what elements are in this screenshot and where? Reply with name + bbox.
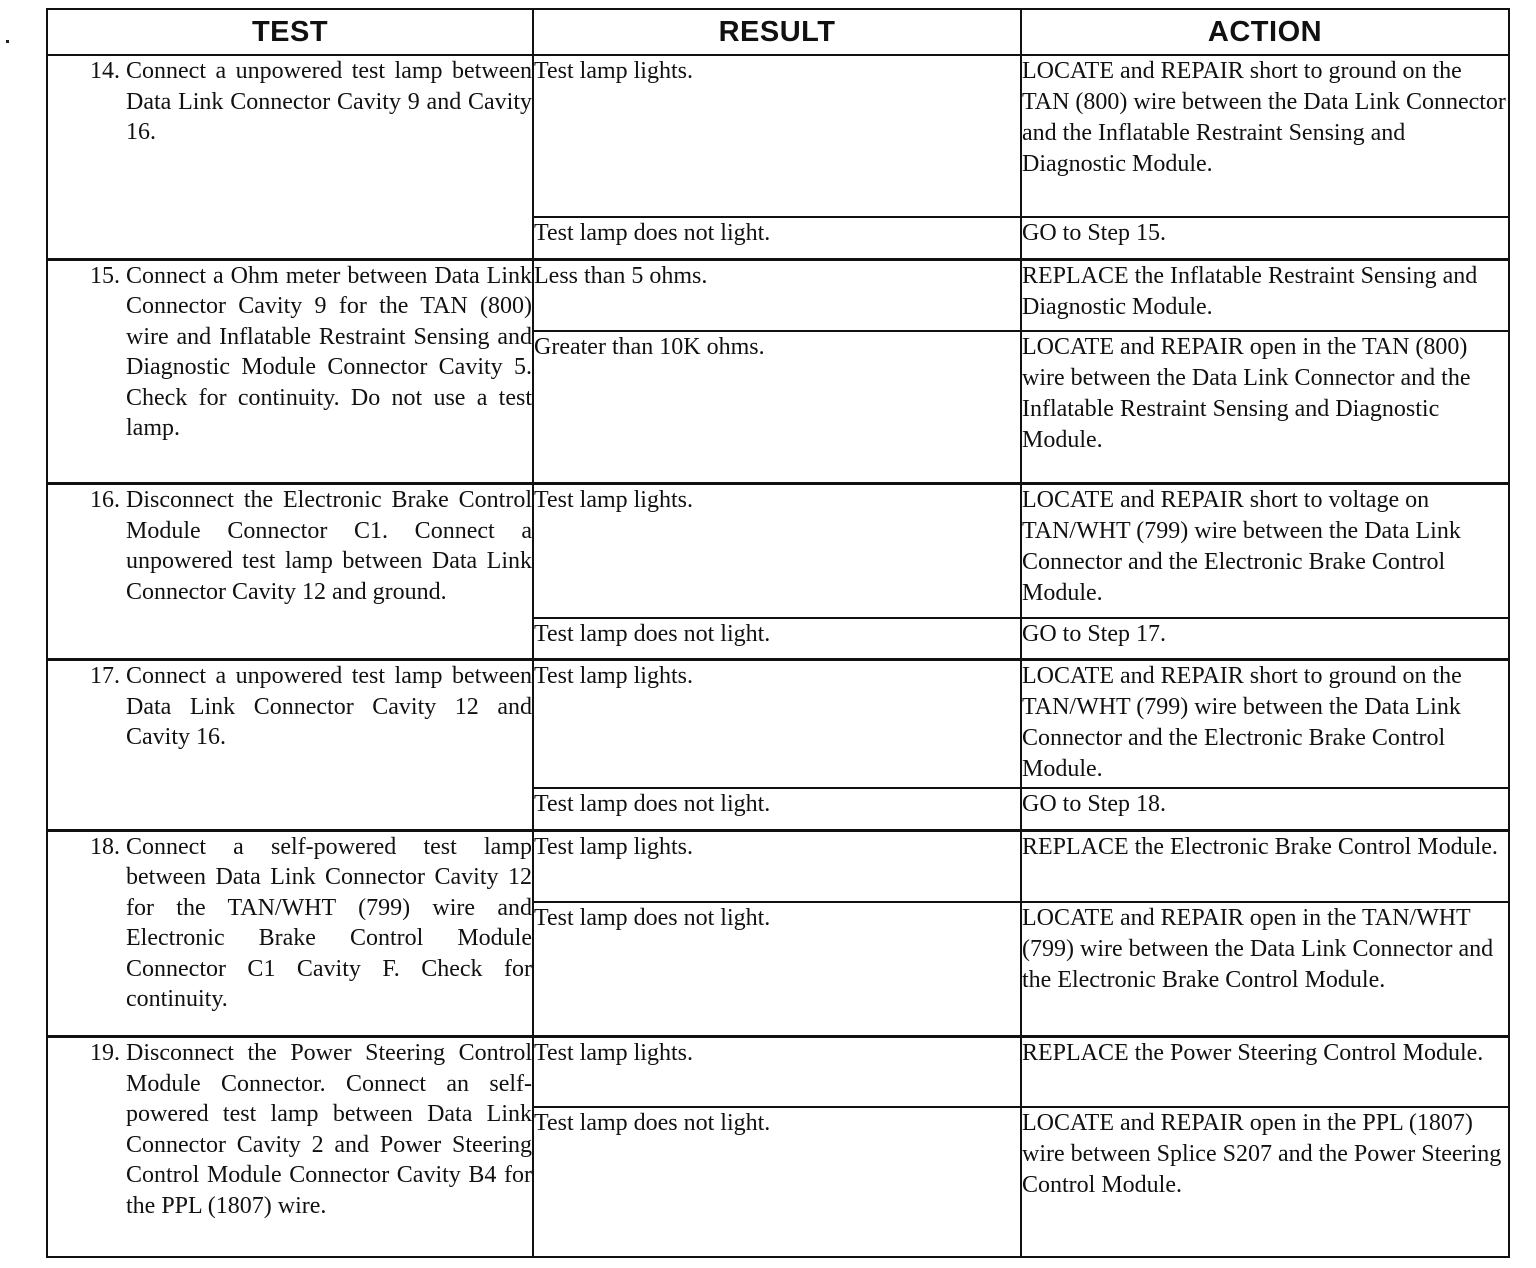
result-cell: Test lamp lights.	[533, 660, 1021, 788]
action-cell: REPLACE the Electronic Brake Control Module.	[1021, 830, 1509, 902]
action-cell: LOCATE and REPAIR open in the TAN/WHT (799) wire between the Data Link Connector and the Electronic Brake Control Module.	[1021, 902, 1509, 1036]
result-cell: Test lamp does not light.	[533, 217, 1021, 259]
action-cell: GO to Step 15.	[1021, 217, 1509, 259]
column-header-action: ACTION	[1021, 9, 1509, 55]
table-row	[47, 830, 1509, 902]
test-text: Connect a unpowered test lamp between Data Link Connector Cavity 9 and Cavity 16.	[126, 58, 532, 146]
step-number: 17.	[90, 663, 120, 690]
step-number: 16.	[90, 487, 120, 514]
header-row	[47, 9, 1509, 55]
result-cell: Test lamp does not light.	[533, 1107, 1021, 1257]
test-text: Connect a self-powered test lamp between Data Link Connector Cavity 12 for the TAN/WHT (799) wire and Electronic Brake Control Module Connector C1 Cavity F. Check for continuity.	[126, 833, 532, 1013]
column-header-test: TEST	[47, 9, 533, 55]
action-cell: REPLACE the Inflatable Restraint Sensing and Diagnostic Module.	[1021, 259, 1509, 331]
table-row	[47, 259, 1509, 331]
step-number: 14.	[90, 58, 120, 85]
diagnostic-table	[46, 8, 1510, 1258]
action-cell: LOCATE and REPAIR open in the TAN (800) wire between the Data Link Connector and the Inflatable Restraint Sensing and Diagnostic Module.	[1021, 331, 1509, 483]
result-cell: Test lamp lights.	[533, 830, 1021, 902]
test-cell-step-15	[47, 259, 533, 483]
action-cell: LOCATE and REPAIR open in the PPL (1807) wire between Splice S207 and the Power Steering Control Module.	[1021, 1107, 1509, 1257]
step-number: 19.	[90, 1040, 120, 1067]
result-cell: Test lamp lights.	[533, 484, 1021, 618]
test-text: Connect a Ohm meter between Data Link Connector Cavity 9 for the TAN (800) wire and Inflatable Restraint Sensing and Diagnostic Module Connector Cavity 5. Check for continuity. Do not use a test lamp.	[126, 262, 532, 442]
test-text: Disconnect the Power Steering Control Module Connector. Connect an self-powered test lamp between Data Link Connector Cavity 2 and Power Steering Control Module Connector Cavity B4 for the PPL (1807) wire.	[126, 1040, 532, 1219]
step-number: 15.	[90, 262, 120, 289]
table-row	[47, 1037, 1509, 1107]
test-cell-step-17	[47, 660, 533, 830]
action-cell: LOCATE and REPAIR short to voltage on TAN/WHT (799) wire between the Data Link Connector and the Electronic Brake Control Module.	[1021, 484, 1509, 618]
result-cell: Test lamp does not light.	[533, 618, 1021, 660]
result-cell: Greater than 10K ohms.	[533, 331, 1021, 483]
column-header-result: RESULT	[533, 9, 1021, 55]
test-text: Disconnect the Electronic Brake Control Module Connector C1. Connect a unpowered test lamp between Data Link Connector Cavity 12 and ground.	[126, 487, 532, 605]
result-cell: Less than 5 ohms.	[533, 259, 1021, 331]
test-text: Connect a unpowered test lamp between Data Link Connector Cavity 12 and Cavity 16.	[126, 663, 532, 751]
result-cell: Test lamp lights.	[533, 55, 1021, 217]
action-cell: LOCATE and REPAIR short to ground on the TAN/WHT (799) wire between the Data Link Connector and the Electronic Brake Control Module.	[1021, 660, 1509, 788]
action-cell: GO to Step 18.	[1021, 788, 1509, 830]
result-cell: Test lamp lights.	[533, 1037, 1021, 1107]
test-cell-step-19	[47, 1037, 533, 1257]
test-cell-step-16	[47, 484, 533, 660]
test-cell-step-18	[47, 830, 533, 1036]
table-row	[47, 55, 1509, 217]
result-cell: Test lamp does not light.	[533, 902, 1021, 1036]
stray-mark	[6, 40, 9, 43]
step-number: 18.	[90, 833, 120, 860]
result-cell: Test lamp does not light.	[533, 788, 1021, 830]
action-cell: REPLACE the Power Steering Control Module.	[1021, 1037, 1509, 1107]
action-cell: GO to Step 17.	[1021, 618, 1509, 660]
test-cell-step-14	[47, 55, 533, 259]
table-row	[47, 484, 1509, 618]
table-row	[47, 660, 1509, 788]
action-cell: LOCATE and REPAIR short to ground on the TAN (800) wire between the Data Link Connector and the Inflatable Restraint Sensing and Diagnostic Module.	[1021, 55, 1509, 217]
